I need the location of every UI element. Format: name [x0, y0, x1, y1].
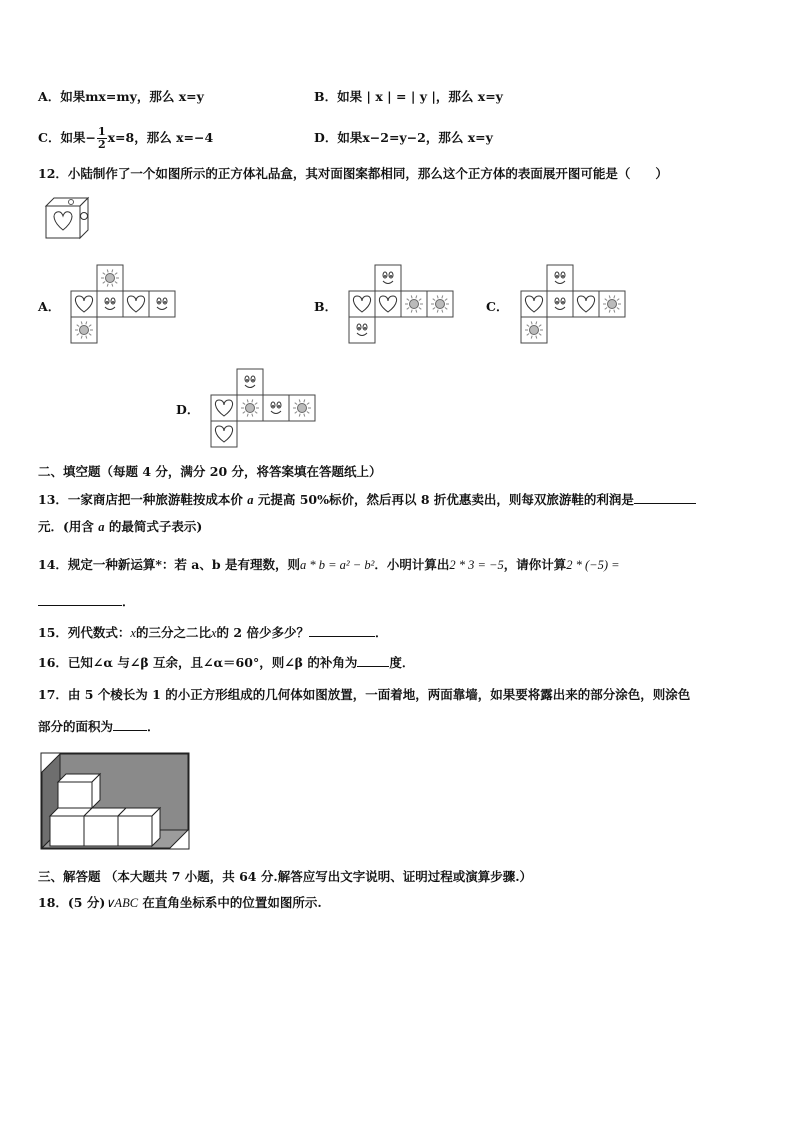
- net-face-smile: [547, 291, 573, 317]
- net-face-heart: [521, 291, 547, 317]
- net-face-sun: [71, 317, 97, 343]
- question-15: [38, 623, 387, 642]
- q17-end: ．: [147, 719, 160, 734]
- option-c-prefix: C．如果−: [38, 130, 96, 145]
- answer-blank[interactable]: [38, 592, 122, 606]
- q18-text-a: 18．(5 分): [38, 895, 106, 910]
- cube-gift-box: [44, 196, 92, 242]
- section-2-heading: 二、填空题（每题 4 分，满分 20 分，将答案填在答题纸上）: [38, 464, 382, 479]
- question-14: [38, 556, 620, 574]
- q15-end: ．: [374, 625, 388, 640]
- q15-text-a: 15．列代数式：: [38, 625, 131, 640]
- net-label-c: C．: [486, 299, 509, 314]
- cubes-against-walls-figure: [40, 752, 190, 856]
- q18-text-b: 在直角坐标系中的位置如图所示.: [138, 895, 322, 910]
- option-d: D．如果x−2=y−2，那么 x=y: [314, 130, 493, 145]
- net-b: [348, 264, 460, 346]
- answer-blank[interactable]: [634, 490, 696, 504]
- net-face-smile: [97, 291, 123, 317]
- net-face-smile: [149, 291, 175, 317]
- section-3-heading: 三、解答题 （本大题共 7 小题，共 64 分.解答应写出文字说明、证明过程或演算步骤.）: [38, 869, 533, 884]
- question-12: 12．小陆制作了一个如图所示的正方体礼品盒，其对面图案都相同，那么这个正方体的表面展开图可能是（ ）: [38, 166, 668, 181]
- answer-blank[interactable]: [309, 623, 375, 637]
- question-17-line2: [38, 717, 160, 736]
- q13-text-a: 13．一家商店把一种旅游鞋按成本价: [38, 492, 248, 507]
- q16-text: 16．已知∠α 与∠β 互余，且∠α＝60°，则∠β 的补角为: [38, 655, 358, 670]
- q17-text: 部分的面积为: [38, 719, 114, 734]
- answer-blank[interactable]: [357, 653, 389, 667]
- q15-text-b: 的三分之二比: [135, 625, 211, 640]
- q13-text-b: 元提高 50%标价，然后再以 8 折优惠卖出，则每双旅游鞋的利润是: [253, 492, 634, 507]
- answer-blank[interactable]: [113, 717, 147, 731]
- q16-end: 度．: [389, 655, 415, 670]
- question-13-line1: [38, 490, 696, 509]
- option-a: A．如果mx=my，那么 x=y: [38, 89, 204, 104]
- question-16: [38, 653, 414, 672]
- q15-var-x: x: [130, 626, 136, 640]
- net-face-sun: [97, 265, 123, 291]
- fraction-denominator: 2: [97, 138, 106, 151]
- q13-text-d: 的最简式子表示): [104, 519, 203, 534]
- net-face-smile: [237, 369, 263, 395]
- net-face-smile: [547, 265, 573, 291]
- q13-text-c: 元．(用含: [38, 519, 99, 534]
- net-face-sun: [401, 291, 427, 317]
- q14-text-a: 14．规定一种新运算*：若 a、b 是有理数，则: [38, 557, 300, 572]
- fraction: [97, 126, 107, 151]
- net-face-heart: [349, 291, 375, 317]
- net-face-sun: [237, 395, 263, 421]
- net-label-a: A．: [38, 299, 61, 314]
- q14-text-b: ．小明计算出: [374, 557, 450, 572]
- option-c: [38, 126, 213, 151]
- option-c-suffix: x=8，那么 x=−4: [107, 130, 214, 145]
- q14-formula: a * b = a² − b²: [299, 558, 375, 572]
- net-face-smile: [349, 317, 375, 343]
- question-14-answer: [38, 592, 135, 611]
- question-17-line1: 17．由 5 个棱长为 1 的小正方形组成的几何体如图放置，一面着地，两面靠墙，如果要将露出来的部分涂色，则涂色: [38, 687, 691, 702]
- q15-var-x-2: x: [210, 626, 217, 640]
- net-face-sun: [599, 291, 625, 317]
- net-face-sun: [521, 317, 547, 343]
- net-face-heart: [211, 395, 237, 421]
- net-d: [210, 368, 322, 450]
- net-face-heart: [211, 421, 237, 447]
- q13-var-a: a: [247, 493, 254, 507]
- net-c: [520, 264, 632, 346]
- net-face-heart: [71, 291, 97, 317]
- net-face-smile: [263, 395, 289, 421]
- question-18: [38, 894, 322, 912]
- q15-text-c: 的 2 倍少多少？: [216, 625, 309, 640]
- q14-text-c: ，请你计算: [503, 557, 567, 572]
- net-face-heart: [123, 291, 149, 317]
- q18-triangle: ∨ABC: [105, 896, 139, 910]
- q14-ask: 2 * (−5) =: [566, 558, 620, 572]
- option-b: B．如果 | x | = | y |，那么 x=y: [314, 89, 503, 104]
- net-face-heart: [375, 291, 401, 317]
- net-label-b: B．: [314, 299, 338, 314]
- fraction-numerator: 1: [97, 125, 106, 138]
- net-a: [70, 264, 182, 346]
- net-label-d: D．: [176, 402, 200, 417]
- q13-var-a-2: a: [98, 520, 105, 534]
- net-face-sun: [289, 395, 315, 421]
- q14-end: ．: [122, 594, 135, 609]
- q14-example: 2 * 3 = −5: [449, 558, 504, 572]
- net-face-smile: [375, 265, 401, 291]
- net-face-heart: [573, 291, 599, 317]
- net-face-sun: [427, 291, 453, 317]
- question-13-line2: [38, 518, 202, 536]
